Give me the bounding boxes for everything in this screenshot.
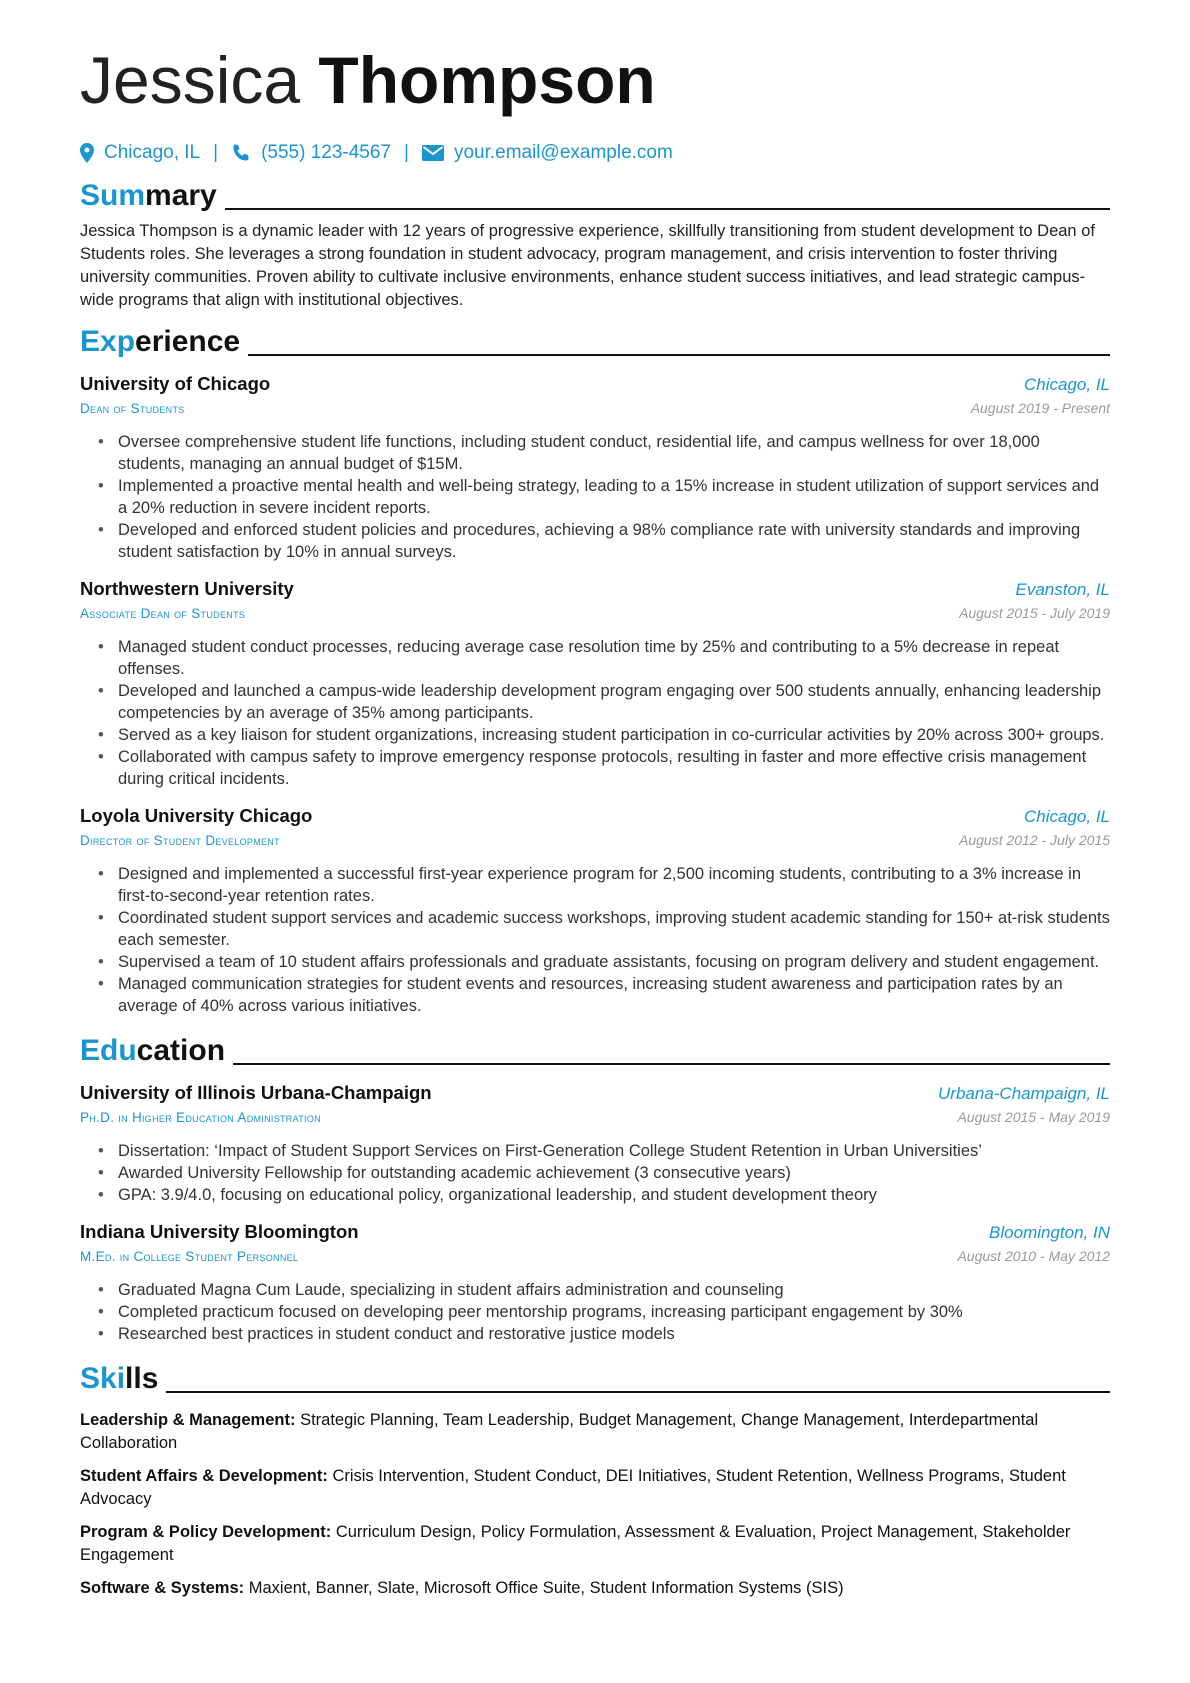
experience-entry	[80, 577, 1110, 790]
section-rule	[233, 1063, 1110, 1065]
list-item: • Designed and implemented a successful first-year experience program for 2,500 incoming students, contributing to a 3% increase in first-to-second-year retention rates.	[118, 863, 1110, 907]
entry-location: Bloomington, IN	[989, 1223, 1110, 1242]
list-item: • Implemented a proactive mental health and well-being strategy, leading to a 15% increase in student utilization of support services and a 20% reduction in severe incident reports.	[118, 475, 1110, 519]
contact-location	[80, 140, 200, 166]
organization: University of Chicago	[80, 373, 271, 394]
entry-date: August 2015 - May 2019	[957, 1109, 1110, 1125]
list-item: • Served as a key liaison for student organizations, increasing student participation in co-curricular activities by 20% across 300+ groups.	[118, 724, 1110, 746]
list-item: • Oversee comprehensive student life functions, including student conduct, residential life, and campus wellness for over 18,000 students, managing an annual budget of $15M.	[118, 431, 1110, 475]
phone-text: (555) 123-4567	[261, 142, 391, 163]
summary-text: Jessica Thompson is a dynamic leader with 12 years of progressive experience, skillfully transitioning from student development to Dean of Students roles. She leverages a strong foundation in student advocacy, program management, and crisis intervention to foster thriving university communities. Proven ability to cultivate inclusive environments, enhance student success initiatives, and lead strategic campus-wide programs that align with institutional objectives.	[80, 222, 1095, 309]
institution: Indiana University Bloomington	[80, 1221, 359, 1242]
organization: Northwestern University	[80, 578, 294, 599]
skills-title	[80, 1359, 158, 1399]
entry-bullets	[80, 1279, 1110, 1345]
experience-entry	[80, 804, 1110, 1017]
degree: M.Ed. in College Student Personnel	[80, 1249, 299, 1264]
summary-title-rest: mary	[145, 179, 217, 212]
list-item: • Researched best practices in student conduct and restorative justice models	[118, 1323, 1110, 1345]
section-rule	[225, 208, 1110, 210]
skill-value: Strategic Planning, Team Leadership, Budget Management, Change Management, Interdepartmental Collaboration	[80, 1411, 1039, 1452]
summary-heading	[80, 176, 1110, 216]
entry-role: Associate Dean of Students	[80, 606, 246, 621]
first-name: Jessica	[80, 43, 301, 117]
list-item: • Coordinated student support services and academic success workshops, improving student academic standing for 150+ at-risk students each semester.	[118, 907, 1110, 951]
contact-separator: |	[404, 142, 409, 163]
skill-row	[80, 1577, 1110, 1600]
email-link[interactable]: your.email@example.com	[453, 142, 673, 163]
experience-entry	[80, 372, 1110, 563]
last-name: Thompson	[318, 43, 656, 117]
skills-list	[80, 1409, 1110, 1600]
list-item: • GPA: 3.9/4.0, focusing on educational policy, organizational leadership, and student development theory	[118, 1184, 1110, 1206]
entry-bullets	[80, 863, 1110, 1017]
envelope-icon	[422, 145, 444, 161]
education-entry	[80, 1220, 1110, 1345]
entry-bullets	[80, 636, 1110, 790]
list-item: • Supervised a team of 10 student affairs professionals and graduate assistants, focusing on program delivery and student engagement.	[118, 951, 1110, 973]
skills-title-accent: Ski	[80, 1362, 126, 1395]
experience-title-accent: Exp	[80, 325, 136, 358]
contact-line	[80, 140, 1110, 166]
skill-value: Crisis Intervention, Student Conduct, DEI Initiatives, Student Retention, Wellness Programs, Student Advocacy	[80, 1467, 1066, 1508]
entry-location: Chicago, IL	[1024, 375, 1110, 394]
experience-title-rest: erience	[135, 325, 241, 358]
entry-role: Director of Student Development	[80, 833, 280, 848]
contact-email[interactable]	[422, 140, 673, 166]
entry-bullets	[80, 1140, 1110, 1206]
experience-title	[80, 322, 240, 362]
entry-location: Evanston, IL	[1015, 580, 1110, 599]
map-pin-icon	[80, 143, 94, 163]
education-title	[80, 1031, 225, 1071]
skill-row	[80, 1521, 1110, 1567]
entry-date: August 2010 - May 2012	[957, 1248, 1110, 1264]
entry-bullets	[80, 431, 1110, 563]
section-rule	[166, 1391, 1110, 1393]
entry-location: Chicago, IL	[1024, 807, 1110, 826]
education-title-accent: Edu	[80, 1034, 137, 1067]
organization: Loyola University Chicago	[80, 805, 313, 826]
section-rule	[248, 354, 1110, 356]
skills-heading	[80, 1359, 1110, 1399]
entry-date: August 2019 - Present	[970, 400, 1110, 416]
skill-value: Maxient, Banner, Slate, Microsoft Office Suite, Student Information Systems (SIS)	[248, 1579, 844, 1597]
list-item: • Managed student conduct processes, reducing average case resolution time by 25% and contributing to a 5% decrease in repeat offenses.	[118, 636, 1110, 680]
list-item: • Collaborated with campus safety to improve emergency response protocols, resulting in faster and more effective crisis management during critical incidents.	[118, 746, 1110, 790]
entry-location: Urbana-Champaign, IL	[938, 1084, 1110, 1103]
list-item: • Graduated Magna Cum Laude, specializing in student affairs administration and counseling	[118, 1279, 1110, 1301]
degree: Ph.D. in Higher Education Administration	[80, 1110, 321, 1125]
entry-date: August 2015 - July 2019	[959, 605, 1110, 621]
institution: University of Illinois Urbana-Champaign	[80, 1082, 432, 1103]
skill-label: Leadership & Management:	[80, 1411, 296, 1429]
list-item: • Awarded University Fellowship for outstanding academic achievement (3 consecutive years)	[118, 1162, 1110, 1184]
list-item: • Developed and enforced student policies and procedures, achieving a 98% compliance rate with university standards and improving student satisfaction by 10% in annual surveys.	[118, 519, 1110, 563]
candidate-name	[80, 38, 1110, 122]
list-item: • Managed communication strategies for student events and resources, increasing student awareness and participation rates by an average of 40% across various initiatives.	[118, 973, 1110, 1017]
skills-title-rest: lls	[125, 1362, 159, 1395]
education-entry	[80, 1081, 1110, 1206]
skill-value: Curriculum Design, Policy Formulation, Assessment & Evaluation, Project Management, Stakeholder Engagement	[80, 1523, 1071, 1564]
entry-role: Dean of Students	[80, 401, 185, 416]
skill-label: Software & Systems:	[80, 1579, 245, 1597]
education-heading	[80, 1031, 1110, 1071]
summary-title-accent: Sum	[80, 179, 146, 212]
contact-separator: |	[213, 142, 219, 163]
list-item: • Dissertation: ‘Impact of Student Support Services on First-Generation College Student Retention in Urban Universities’	[118, 1140, 1110, 1162]
entry-date: August 2012 - July 2015	[959, 832, 1110, 848]
list-item: • Developed and launched a campus-wide leadership development program engaging over 500 students annually, enhancing leadership competencies by an average of 35% among participants.	[118, 680, 1110, 724]
skill-row	[80, 1409, 1110, 1455]
skill-label: Program & Policy Development:	[80, 1523, 332, 1541]
skill-row	[80, 1465, 1110, 1511]
experience-heading	[80, 322, 1110, 362]
skill-label: Student Affairs & Development:	[80, 1467, 328, 1485]
education-title-rest: cation	[136, 1034, 226, 1067]
contact-phone	[231, 140, 391, 166]
summary-title	[80, 176, 217, 216]
list-item: • Completed practicum focused on developing peer mentorship programs, increasing participant engagement by 30%	[118, 1301, 1110, 1323]
phone-icon	[231, 143, 251, 163]
location-text: Chicago, IL	[104, 142, 201, 163]
